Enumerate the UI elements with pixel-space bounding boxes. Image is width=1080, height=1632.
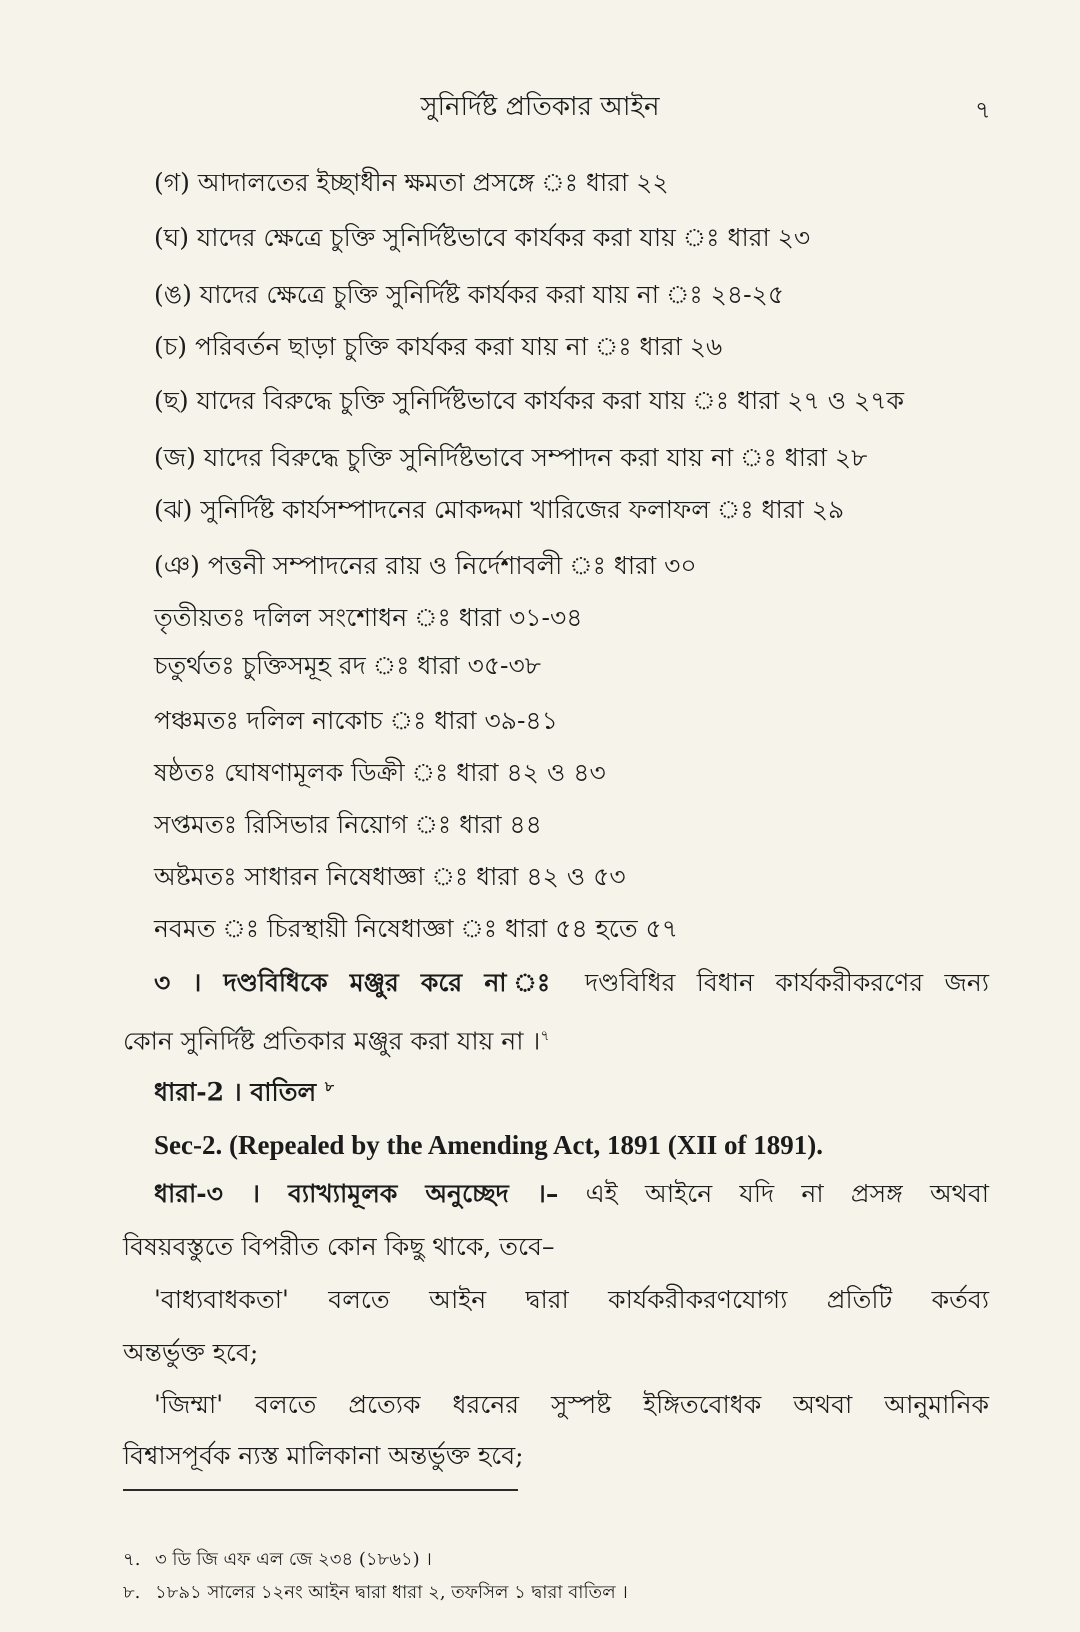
definition-trust: 'জিম্মা' বলতে প্রত্যেক ধরনের সুস্পষ্ট ইঙ্গিতবোধক অথবা আনুমানিক — [154, 1390, 989, 1419]
list-item: (ঙ) যাদের ক্ষেত্রে চুক্তি সুনির্দিষ্ট কার্যকর করা যায় না ঃ ২৪-২৫ — [154, 280, 785, 309]
dhara-3-line-1 — [154, 1177, 989, 1211]
list-item: (জ) যাদের বিরুদ্ধে চুক্তি সুনির্দিষ্টভাবে সম্পাদন করা যায় না ঃ ধারা ২৮ — [154, 443, 868, 472]
list-item: অষ্টমতঃ সাধারন নিষেধাজ্ঞা ঃ ধারা ৪২ ও ৫৩ — [154, 862, 626, 891]
footnote-text: ৩ ডি জি এফ এল জে ২৩৪ (১৮৬১) । — [155, 1549, 432, 1570]
footnote-number: ৭. — [123, 1549, 141, 1570]
list-item: পঞ্চমতঃ দলিল নাকোচ ঃ ধারা ৩৯-৪১ — [154, 706, 558, 735]
footnote-8 — [123, 1580, 628, 1606]
list-item: (চ) পরিবর্তন ছাড়া চুক্তি কার্যকর করা যায় না ঃ ধারা ২৬ — [154, 332, 723, 361]
list-item: (গ) আদালতের ইচ্ছাধীন ক্ষমতা প্রসঙ্গে ঃ ধারা ২২ — [154, 168, 669, 197]
list-item: (ছ) যাদের বিরুদ্ধে চুক্তি সুনির্দিষ্টভাবে কার্যকর করা যায় ঃ ধারা ২৭ ও ২৭ক — [154, 386, 904, 415]
definition-trust-cont: বিশ্বাসপূর্বক ন্যস্ত মালিকানা অন্তর্ভুক্ত হবে; — [123, 1441, 524, 1470]
footnote-ref: ৮ — [324, 1079, 334, 1095]
list-item: সপ্তমতঃ রিসিভার নিয়োগ ঃ ধারা ৪৪ — [154, 810, 542, 839]
list-item: (ঘ) যাদের ক্ষেত্রে চুক্তি সুনির্দিষ্টভাবে কার্যকর করা যায় ঃ ধারা ২৩ — [154, 223, 811, 252]
section-3-text: দণ্ডবিধির বিধান কার্যকরীকরণের জন্য — [563, 968, 989, 997]
dhara-2-heading — [154, 1070, 334, 1109]
list-item: নবমত ঃ চিরস্থায়ী নিষেধাজ্ঞা ঃ ধারা ৫৪ হতে ৫৭ — [154, 914, 679, 943]
list-item: ষষ্ঠতঃ ঘোষণামূলক ডিক্রী ঃ ধারা ৪২ ও ৪৩ — [154, 758, 606, 787]
dhara-3-text: এই আইনে যদি না প্রসঙ্গ অথবা — [558, 1179, 989, 1208]
footnote-number: ৮. — [123, 1582, 141, 1603]
sec-2-english: Sec-2. (Repealed by the Amending Act, 1891 (XII of 1891). — [154, 1130, 823, 1160]
dhara-3-heading: ধারা-৩ । ব্যাখ্যামূলক অনুচ্ছেদ ।– — [154, 1179, 559, 1208]
list-item: চতুর্থতঃ চুক্তিসমূহ রদ ঃ ধারা ৩৫-৩৮ — [154, 651, 541, 680]
footnote-text: ১৮৯১ সালের ১২নং আইন দ্বারা ধারা ২, তফসিল ১ দ্বারা বাতিল । — [155, 1582, 628, 1603]
definition-obligation-cont: অন্তর্ভুক্ত হবে; — [123, 1338, 259, 1367]
dhara-2-text: ধারা-2 । বাতিল — [154, 1077, 317, 1107]
section-3-line-2 — [123, 1019, 549, 1058]
footnote-ref: ৭ — [540, 1028, 550, 1044]
footnote-7 — [123, 1547, 432, 1573]
section-3-heading: ৩ । দণ্ডবিধিকে মঞ্জুর করে না ঃ — [154, 968, 564, 997]
list-item: (ঞ) পত্তনী সম্পাদনের রায় ও নির্দেশাবলী ঃ ধারা ৩০ — [154, 551, 697, 580]
running-header-title: সুনির্দিষ্ট প্রতিকার আইন — [420, 92, 660, 122]
dhara-3-line-2: বিষয়বস্তুতে বিপরীত কোন কিছু থাকে, তবে– — [123, 1232, 555, 1261]
section-3-line-1 — [154, 966, 989, 1000]
list-item: (ঝ) সুনির্দিষ্ট কার্যসম্পাদনের মোকদ্দমা খারিজের ফলাফল ঃ ধারা ২৯ — [154, 495, 845, 524]
definition-obligation: 'বাধ্যবাধকতা' বলতে আইন দ্বারা কার্যকরীকরণযোগ্য প্রতিটি কর্তব্য — [154, 1285, 989, 1314]
page-number: ৭ — [975, 96, 991, 124]
section-3-text: কোন সুনির্দিষ্ট প্রতিকার মঞ্জুর করা যায় না । — [123, 1026, 541, 1056]
list-item: তৃতীয়তঃ দলিল সংশোধন ঃ ধারা ৩১-৩৪ — [154, 603, 583, 632]
footnote-divider — [123, 1489, 518, 1491]
